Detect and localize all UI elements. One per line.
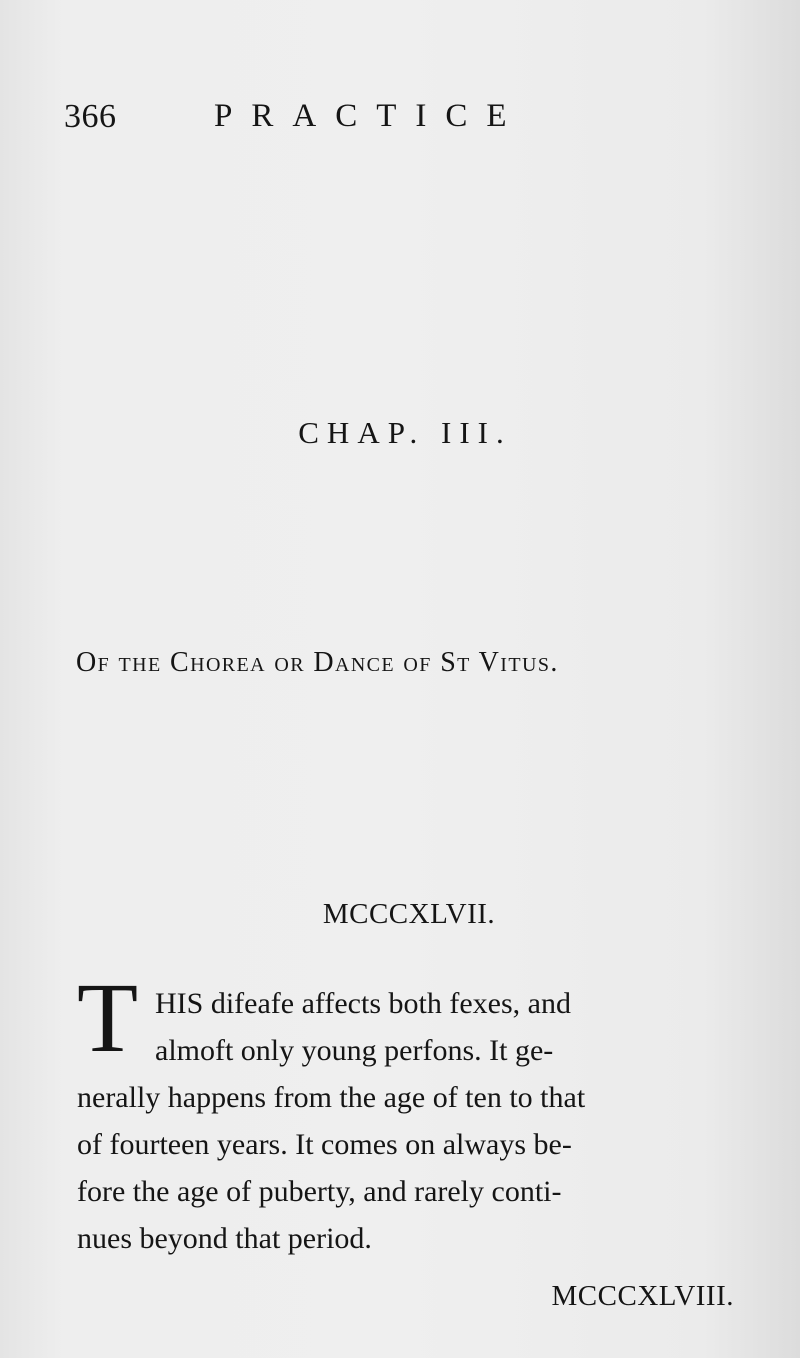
chapter-heading: CHAP. III. xyxy=(298,415,512,450)
running-title: PRACTICE xyxy=(214,98,526,134)
paragraph-number-next: MCCCXLVIII. xyxy=(551,1280,734,1312)
page-number: 366 xyxy=(64,98,117,135)
section-title: Of the Chorea or Dance of St Vitus. xyxy=(76,647,559,678)
paragraph-number: MCCCXLVII. xyxy=(322,898,496,930)
text-line: nues beyond that period. xyxy=(77,1222,372,1255)
paragraph-text xyxy=(77,962,737,1262)
text-line: fore the age of puberty, and rarely conti- xyxy=(77,1175,562,1208)
text-line: of fourteen years. It comes on always be- xyxy=(77,1128,572,1161)
running-head xyxy=(62,98,602,142)
text-line: nerally happens from the age of ten to that xyxy=(77,1081,586,1114)
text-line: HIS difeafe affects both fexes, and xyxy=(155,987,571,1020)
drop-cap: T xyxy=(77,962,139,1073)
text-line: almoft only young perfons. It ge- xyxy=(155,1034,554,1067)
